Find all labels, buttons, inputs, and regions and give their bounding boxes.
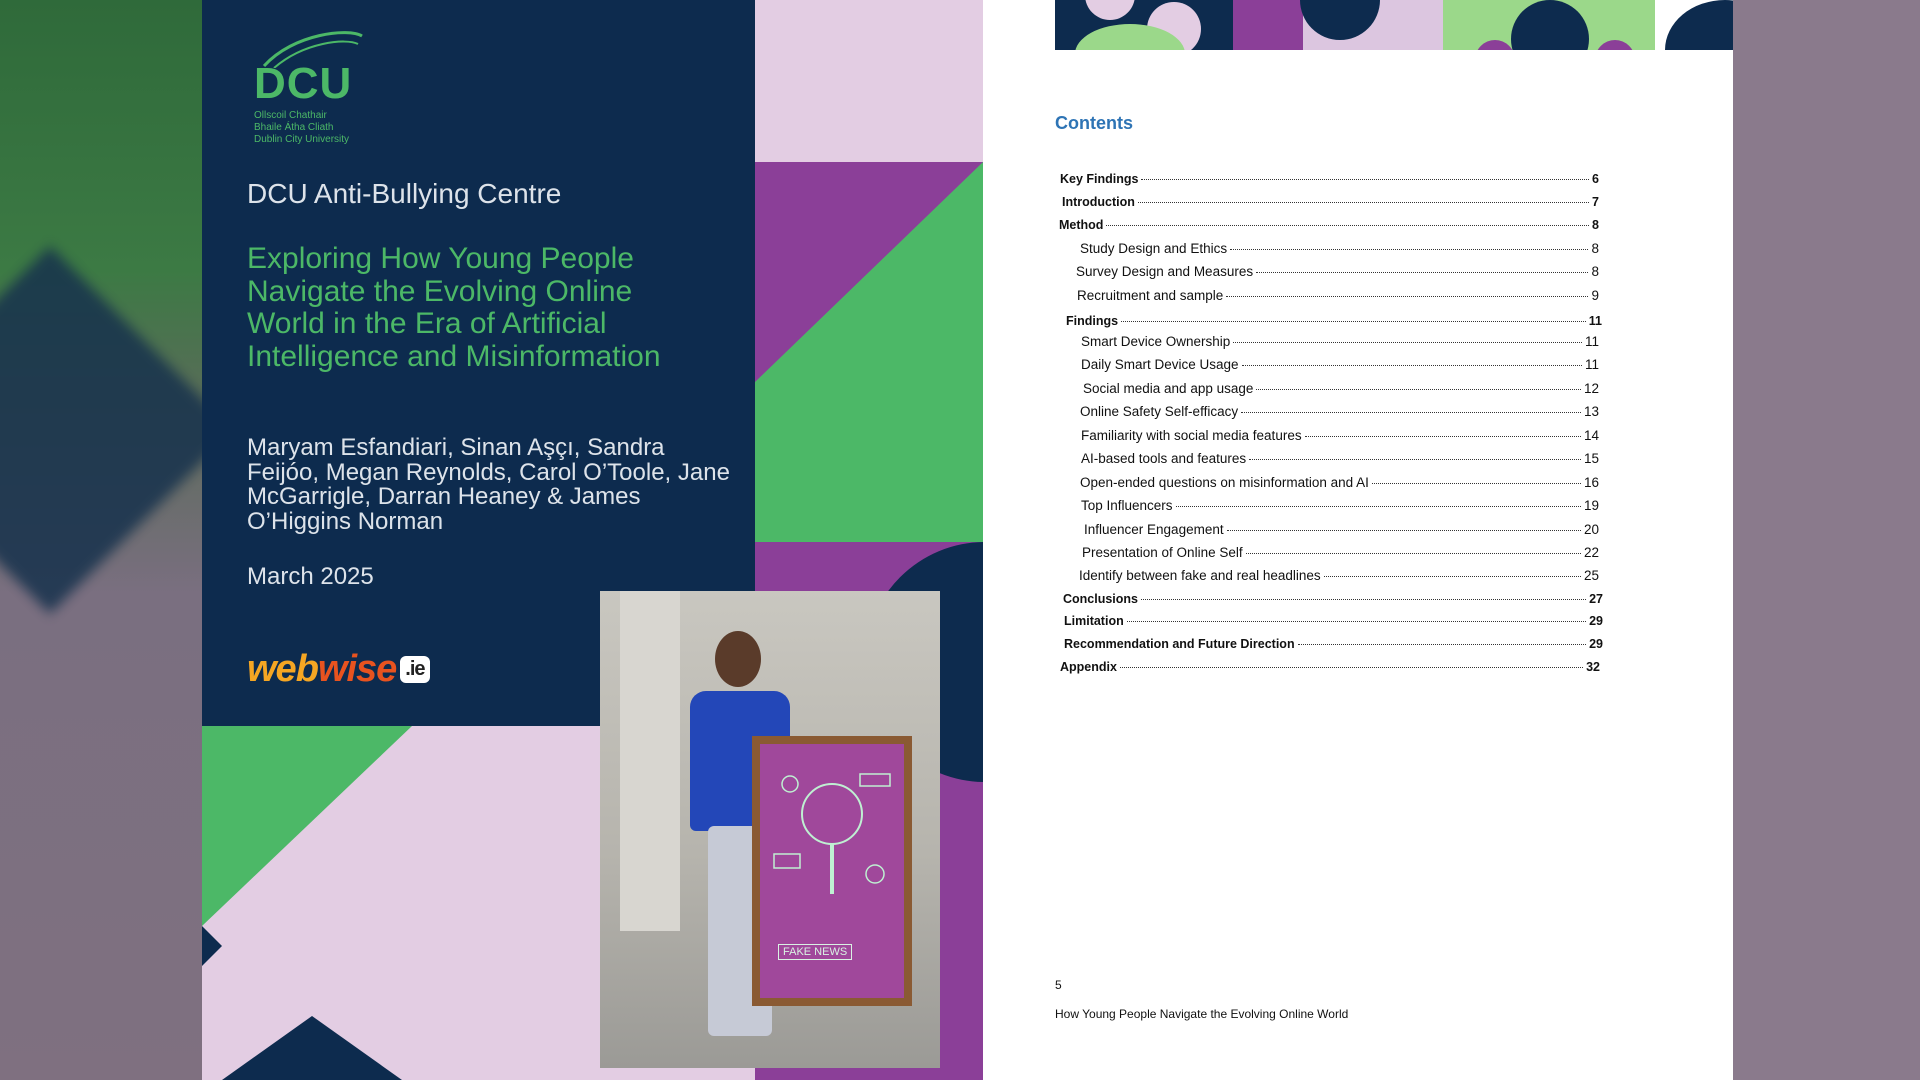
toc-leader-dots — [1141, 599, 1586, 600]
cover-photo — [600, 591, 940, 1068]
toc-entry[interactable] — [1079, 568, 1599, 583]
toc-leader-dots — [1256, 389, 1581, 390]
green-triangle-graphic — [755, 162, 983, 542]
toc-entry-page: 6 — [1592, 172, 1599, 186]
toc-entry-label: Limitation — [1064, 614, 1124, 628]
contents-page — [983, 0, 1733, 1080]
toc-entry[interactable] — [1080, 241, 1599, 256]
toc-entry-page: 20 — [1583, 522, 1599, 537]
toc-entry-page: 11 — [1584, 357, 1599, 372]
toc-entry-label: AI-based tools and features — [1081, 451, 1247, 466]
toc-leader-dots — [1233, 342, 1582, 343]
decorative-banner — [1055, 0, 1733, 50]
logo-subtitle — [254, 110, 374, 146]
publication-date: March 2025 — [247, 563, 374, 590]
toc-entry-label: Survey Design and Measures — [1076, 264, 1254, 279]
toc-entry[interactable] — [1083, 381, 1599, 396]
toc-entry-page: 29 — [1589, 614, 1603, 628]
cover-pink-bottom — [202, 726, 602, 1080]
authors: Maryam Esfandiari, Sinan Aşçı, Sandra Feijóo, Megan Reynolds, Carol O’Toole, Jane McGarrigle, Darran Heaney & James O’Higgins Norman — [247, 434, 730, 535]
logo-sub-line: Ollscoil Chathair — [254, 110, 327, 121]
toc-entry-label: Social media and app usage — [1083, 381, 1254, 396]
chalkboard-sign — [752, 736, 912, 1006]
centre-name: DCU Anti-Bullying Centre — [247, 178, 562, 209]
blurred-shape — [0, 246, 202, 614]
toc-entry[interactable] — [1080, 404, 1599, 419]
toc-leader-dots — [1241, 412, 1581, 413]
toc-leader-dots — [1298, 644, 1587, 645]
toc-entry-page: 11 — [1584, 334, 1599, 349]
webwise-logo — [247, 648, 430, 691]
toc-entry[interactable] — [1063, 592, 1603, 606]
photo-wall — [620, 591, 680, 931]
toc-entry-label: Conclusions — [1063, 592, 1139, 606]
toc-leader-dots — [1138, 202, 1589, 203]
toc-entry[interactable] — [1064, 637, 1603, 651]
toc-leader-dots — [1226, 296, 1588, 297]
toc-entry-page: 27 — [1589, 592, 1603, 606]
contents-heading: Contents — [1055, 113, 1133, 133]
toc-entry-label: Influencer Engagement — [1084, 522, 1224, 537]
toc-entry-label: Recommendation and Future Direction — [1064, 637, 1295, 651]
toc-entry[interactable] — [1060, 660, 1600, 674]
cover-purple-block — [755, 162, 983, 542]
toc-entry[interactable] — [1062, 195, 1599, 209]
toc-entry[interactable] — [1080, 475, 1599, 490]
toc-entry[interactable] — [1081, 428, 1599, 443]
toc-leader-dots — [1176, 506, 1581, 507]
toc-leader-dots — [1106, 225, 1589, 226]
logo-sub-line: Dublin City University — [254, 134, 350, 145]
toc-entry-label: Findings — [1066, 314, 1119, 328]
toc-leader-dots — [1372, 483, 1581, 484]
toc-entry[interactable] — [1081, 451, 1599, 466]
background-right — [1733, 0, 1920, 1080]
toc-entry-page: 14 — [1583, 428, 1599, 443]
toc-entry-page: 11 — [1588, 314, 1602, 328]
running-footer: How Young People Navigate the Evolving Online World — [1055, 1007, 1349, 1021]
toc-leader-dots — [1242, 365, 1582, 366]
toc-leader-dots — [1121, 321, 1586, 322]
toc-entry[interactable] — [1077, 288, 1599, 303]
toc-entry[interactable] — [1060, 172, 1599, 186]
toc-entry[interactable] — [1076, 264, 1599, 279]
toc-entry-label: Introduction — [1062, 195, 1135, 209]
webwise-part1: web — [247, 648, 318, 690]
page-number: 5 — [1055, 978, 1062, 992]
toc-entry-page: 9 — [1591, 288, 1599, 303]
toc-leader-dots — [1256, 272, 1588, 273]
webwise-part2: wise — [317, 648, 397, 690]
toc-entry[interactable] — [1059, 218, 1599, 232]
toc-leader-dots — [1227, 530, 1581, 531]
toc-leader-dots — [1324, 576, 1581, 577]
toc-leader-dots — [1246, 553, 1581, 554]
toc-entry-page: 16 — [1583, 475, 1599, 490]
toc-entry-label: Appendix — [1060, 660, 1117, 674]
toc-entry[interactable] — [1084, 522, 1599, 537]
webwise-suffix: .ie — [400, 656, 429, 683]
toc-leader-dots — [1127, 621, 1586, 622]
toc-leader-dots — [1230, 249, 1588, 250]
toc-entry-label: Presentation of Online Self — [1082, 545, 1243, 560]
toc-entry[interactable] — [1081, 498, 1599, 513]
toc-entry-label: Online Safety Self-efficacy — [1080, 404, 1239, 419]
logo-wordmark: DCU — [254, 59, 353, 108]
toc-entry-label: Method — [1059, 218, 1104, 232]
toc-entry-label: Top Influencers — [1081, 498, 1173, 513]
toc-entry-page: 19 — [1583, 498, 1599, 513]
toc-entry[interactable] — [1081, 357, 1599, 372]
toc-entry[interactable] — [1066, 314, 1602, 328]
toc-entry-label: Daily Smart Device Usage — [1081, 357, 1239, 372]
toc-entry[interactable] — [1082, 545, 1599, 560]
cover-page — [202, 0, 983, 1080]
report-title: Exploring How Young People Navigate the Evolving Online World in the Era of Artificial Intelligence and Misinformation — [247, 242, 661, 373]
toc-entry-label: Key Findings — [1060, 172, 1139, 186]
toc-entry[interactable] — [1064, 614, 1603, 628]
toc-leader-dots — [1120, 667, 1583, 668]
toc-entry-label: Study Design and Ethics — [1080, 241, 1228, 256]
person-head — [715, 631, 761, 687]
toc-entry-page: 32 — [1586, 660, 1600, 674]
logo-sub-line: Bhaile Átha Cliath — [254, 122, 334, 133]
toc-entry-page: 15 — [1583, 451, 1599, 466]
toc-entry-page: 8 — [1592, 218, 1599, 232]
logo-swoosh-icon — [254, 28, 364, 68]
toc-entry-page: 8 — [1591, 241, 1599, 256]
toc-entry[interactable] — [1081, 334, 1599, 349]
background-left-blur — [0, 0, 202, 1080]
board-label: FAKE NEWS — [778, 944, 852, 960]
toc-leader-dots — [1141, 179, 1589, 180]
green-triangle-bottom — [202, 726, 602, 1080]
toc-entry-label: Familiarity with social media features — [1081, 428, 1302, 443]
toc-entry-page: 7 — [1592, 195, 1599, 209]
toc-entry-page: 22 — [1583, 545, 1599, 560]
toc-entry-page: 8 — [1591, 264, 1599, 279]
toc-entry-page: 12 — [1583, 381, 1599, 396]
toc-entry-label: Recruitment and sample — [1077, 288, 1224, 303]
toc-entry-page: 29 — [1589, 637, 1603, 651]
toc-leader-dots — [1305, 436, 1581, 437]
cover-pink-block — [755, 0, 983, 162]
dcu-logo — [254, 28, 374, 146]
toc-entry-label: Open-ended questions on misinformation and AI — [1080, 475, 1369, 490]
toc-entry-label: Smart Device Ownership — [1081, 334, 1231, 349]
toc-entry-label: Identify between fake and real headlines — [1079, 568, 1321, 583]
toc-entry-page: 25 — [1583, 568, 1599, 583]
toc-entry-page: 13 — [1583, 404, 1599, 419]
toc-leader-dots — [1249, 459, 1581, 460]
